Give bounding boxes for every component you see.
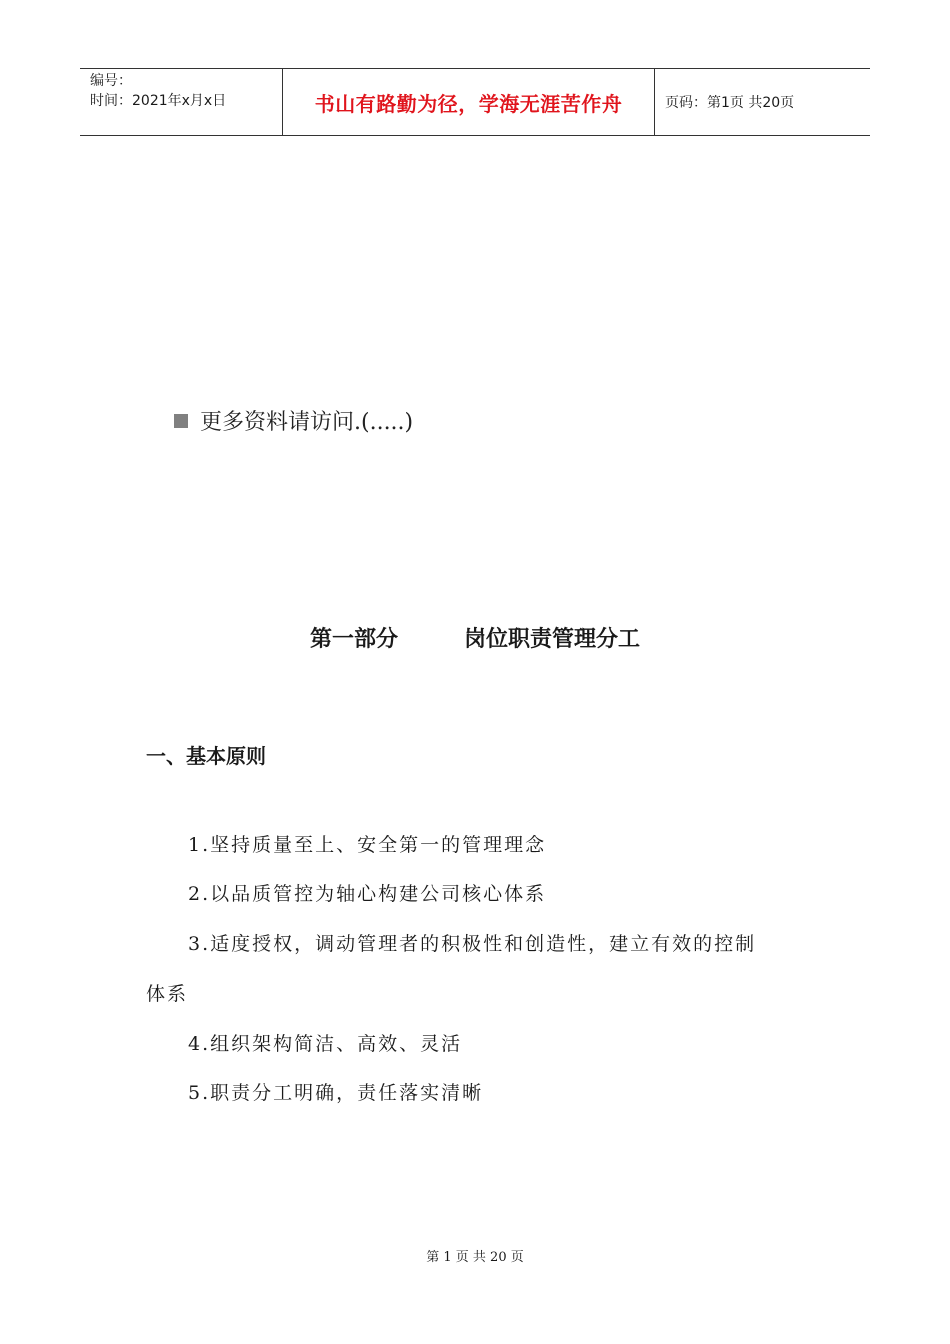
principle-item-5: 5.职责分工明确，责任落实清晰 (188, 1082, 484, 1104)
principle-item-2: 2.以品质管控为轴心构建公司核心体系 (188, 883, 547, 905)
part-label: 第一部分 (309, 626, 398, 652)
more-info-line (174, 405, 413, 436)
principle-item-3-continued: 体系 (146, 983, 189, 1005)
header-meta (80, 69, 282, 135)
page-header (80, 68, 870, 136)
header-motto: 书山有路勤为径，学海无涯苦作舟 (282, 69, 655, 135)
header-page-info: 页码：第1页 共20页 (665, 95, 795, 111)
principle-item-3: 3.适度授权，调动管理者的积极性和创造性，建立有效的控制 (188, 933, 757, 955)
principle-item-4: 4.组织架构简洁、高效、灵活 (188, 1033, 463, 1055)
section-heading: 一、基本原则 (146, 744, 266, 768)
more-info-link[interactable]: 更多资料请访问.(.....) (200, 410, 414, 435)
page-footer: 第 1 页 共 20 页 (426, 1250, 524, 1265)
part-heading (0, 622, 950, 653)
principle-item-1: 1.坚持质量至上、安全第一的管理理念 (188, 834, 547, 856)
part-title: 岗位职责管理分工 (464, 626, 641, 652)
square-bullet-icon (174, 414, 188, 428)
document-number-label: 编号： (90, 73, 132, 89)
document-date: 时间：2021年x月x日 (90, 93, 227, 109)
